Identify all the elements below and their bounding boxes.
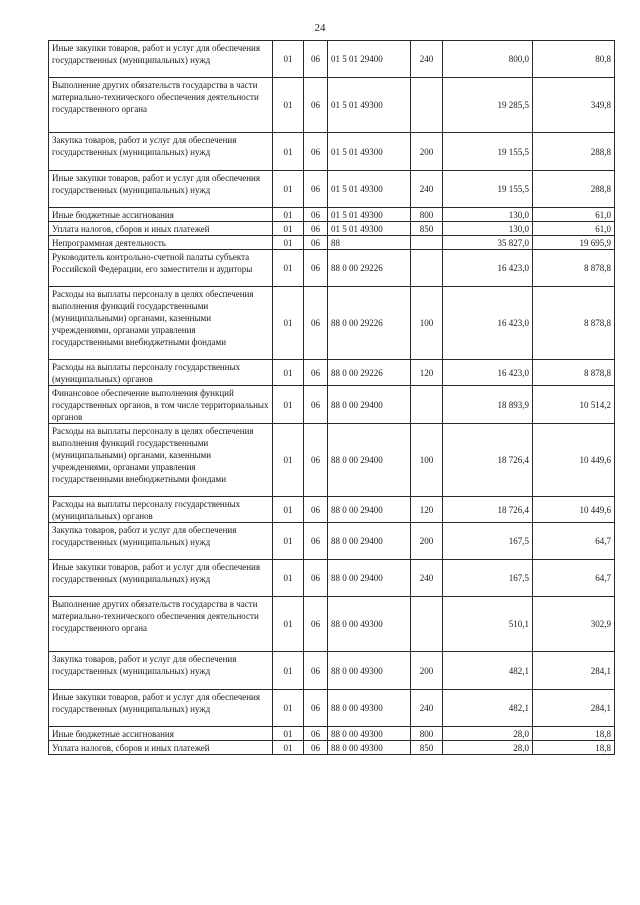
table-row xyxy=(49,523,615,560)
expense-type-code: 240 xyxy=(411,560,443,597)
section-code: 01 xyxy=(273,250,304,287)
subsection-code: 06 xyxy=(304,133,328,171)
section-code: 01 xyxy=(273,360,304,386)
amount-executed: 10 449,6 xyxy=(533,497,615,523)
item-name: Закупка товаров, работ и услуг для обеспечения государственных (муниципальных) нужд xyxy=(49,133,273,171)
table-row xyxy=(49,741,615,755)
subsection-code: 06 xyxy=(304,597,328,652)
amount-planned: 16 423,0 xyxy=(443,360,533,386)
amount-planned: 482,1 xyxy=(443,652,533,690)
table-row xyxy=(49,597,615,652)
amount-planned: 800,0 xyxy=(443,41,533,78)
table-row xyxy=(49,250,615,287)
item-name: Иные закупки товаров, работ и услуг для обеспечения государственных (муниципальных) нужд xyxy=(49,41,273,78)
expense-type-code: 200 xyxy=(411,133,443,171)
target-article-code: 88 0 00 49300 xyxy=(328,652,411,690)
amount-planned: 18 893,9 xyxy=(443,386,533,424)
table-row xyxy=(49,497,615,523)
amount-executed: 288,8 xyxy=(533,171,615,208)
item-name: Расходы на выплаты персоналу в целях обеспечения выполнения функций государственными (муниципальными) органами, казенными учреждениями, органами управления государственными внебюджетными фондами xyxy=(49,287,273,360)
table-row xyxy=(49,560,615,597)
amount-planned: 16 423,0 xyxy=(443,287,533,360)
subsection-code: 06 xyxy=(304,250,328,287)
subsection-code: 06 xyxy=(304,497,328,523)
item-name: Закупка товаров, работ и услуг для обеспечения государственных (муниципальных) нужд xyxy=(49,652,273,690)
amount-executed: 8 878,8 xyxy=(533,250,615,287)
subsection-code: 06 xyxy=(304,171,328,208)
section-code: 01 xyxy=(273,41,304,78)
target-article-code: 88 0 00 49300 xyxy=(328,597,411,652)
item-name: Непрограммная деятельность xyxy=(49,236,273,250)
target-article-code: 88 0 00 29226 xyxy=(328,287,411,360)
expense-type-code: 240 xyxy=(411,41,443,78)
amount-executed: 8 878,8 xyxy=(533,360,615,386)
section-code: 01 xyxy=(273,597,304,652)
table-row xyxy=(49,360,615,386)
item-name: Расходы на выплаты персоналу в целях обеспечения выполнения функций государственными (муниципальными) органами, казенными учреждениями, органами управления государственными внебюджетными фондами xyxy=(49,424,273,497)
amount-planned: 482,1 xyxy=(443,690,533,727)
amount-executed: 61,0 xyxy=(533,222,615,236)
section-code: 01 xyxy=(273,236,304,250)
item-name: Иные закупки товаров, работ и услуг для обеспечения государственных (муниципальных) нужд xyxy=(49,560,273,597)
target-article-code: 88 0 00 29400 xyxy=(328,523,411,560)
item-name: Иные бюджетные ассигнования xyxy=(49,208,273,222)
amount-planned: 167,5 xyxy=(443,523,533,560)
amount-planned: 28,0 xyxy=(443,727,533,741)
amount-executed: 284,1 xyxy=(533,690,615,727)
amount-executed: 8 878,8 xyxy=(533,287,615,360)
amount-executed: 64,7 xyxy=(533,560,615,597)
section-code: 01 xyxy=(273,727,304,741)
budget-table-body xyxy=(49,41,615,755)
amount-executed: 18,8 xyxy=(533,727,615,741)
expense-type-code: 120 xyxy=(411,497,443,523)
target-article-code: 88 0 00 29400 xyxy=(328,424,411,497)
section-code: 01 xyxy=(273,424,304,497)
subsection-code: 06 xyxy=(304,222,328,236)
section-code: 01 xyxy=(273,208,304,222)
amount-executed: 64,7 xyxy=(533,523,615,560)
amount-planned: 16 423,0 xyxy=(443,250,533,287)
item-name: Расходы на выплаты персоналу государственных (муниципальных) органов xyxy=(49,360,273,386)
table-row xyxy=(49,236,615,250)
amount-planned: 18 726,4 xyxy=(443,424,533,497)
subsection-code: 06 xyxy=(304,208,328,222)
amount-executed: 284,1 xyxy=(533,652,615,690)
expense-type-code: 200 xyxy=(411,652,443,690)
expense-type-code xyxy=(411,78,443,133)
target-article-code: 01 5 01 49300 xyxy=(328,171,411,208)
target-article-code: 88 0 00 29400 xyxy=(328,560,411,597)
target-article-code: 88 0 00 49300 xyxy=(328,690,411,727)
target-article-code: 88 0 00 49300 xyxy=(328,741,411,755)
expense-type-code xyxy=(411,250,443,287)
section-code: 01 xyxy=(273,222,304,236)
section-code: 01 xyxy=(273,741,304,755)
amount-executed: 80,8 xyxy=(533,41,615,78)
section-code: 01 xyxy=(273,497,304,523)
target-article-code: 01 5 01 29400 xyxy=(328,41,411,78)
amount-planned: 19 285,5 xyxy=(443,78,533,133)
section-code: 01 xyxy=(273,386,304,424)
table-row xyxy=(49,222,615,236)
item-name: Выполнение других обязательств государства в части материально-технического обеспечения деятельности государственного органа xyxy=(49,78,273,133)
subsection-code: 06 xyxy=(304,287,328,360)
subsection-code: 06 xyxy=(304,424,328,497)
table-row xyxy=(49,78,615,133)
budget-table xyxy=(48,40,615,755)
item-name: Руководитель контрольно-счетной палаты субъекта Российской Федерации, его заместители и аудиторы xyxy=(49,250,273,287)
item-name: Уплата налогов, сборов и иных платежей xyxy=(49,222,273,236)
expense-type-code: 240 xyxy=(411,690,443,727)
expense-type-code xyxy=(411,236,443,250)
target-article-code: 01 5 01 49300 xyxy=(328,133,411,171)
target-article-code: 01 5 01 49300 xyxy=(328,78,411,133)
subsection-code: 06 xyxy=(304,690,328,727)
subsection-code: 06 xyxy=(304,236,328,250)
table-row xyxy=(49,287,615,360)
expense-type-code: 850 xyxy=(411,741,443,755)
section-code: 01 xyxy=(273,171,304,208)
subsection-code: 06 xyxy=(304,727,328,741)
table-row xyxy=(49,652,615,690)
amount-executed: 349,8 xyxy=(533,78,615,133)
amount-executed: 10 514,2 xyxy=(533,386,615,424)
expense-type-code: 850 xyxy=(411,222,443,236)
target-article-code: 88 0 00 29226 xyxy=(328,250,411,287)
amount-planned: 19 155,5 xyxy=(443,133,533,171)
subsection-code: 06 xyxy=(304,386,328,424)
expense-type-code: 240 xyxy=(411,171,443,208)
table-row xyxy=(49,386,615,424)
amount-planned: 35 827,0 xyxy=(443,236,533,250)
subsection-code: 06 xyxy=(304,78,328,133)
expense-type-code xyxy=(411,386,443,424)
section-code: 01 xyxy=(273,652,304,690)
table-row xyxy=(49,424,615,497)
item-name: Иные бюджетные ассигнования xyxy=(49,727,273,741)
target-article-code: 88 0 00 29400 xyxy=(328,386,411,424)
amount-executed: 19 695,9 xyxy=(533,236,615,250)
amount-planned: 510,1 xyxy=(443,597,533,652)
section-code: 01 xyxy=(273,133,304,171)
amount-executed: 302,9 xyxy=(533,597,615,652)
subsection-code: 06 xyxy=(304,741,328,755)
table-row xyxy=(49,133,615,171)
amount-planned: 28,0 xyxy=(443,741,533,755)
item-name: Уплата налогов, сборов и иных платежей xyxy=(49,741,273,755)
subsection-code: 06 xyxy=(304,41,328,78)
expense-type-code xyxy=(411,597,443,652)
expense-type-code: 800 xyxy=(411,727,443,741)
target-article-code: 01 5 01 49300 xyxy=(328,208,411,222)
expense-type-code: 100 xyxy=(411,287,443,360)
table-row xyxy=(49,171,615,208)
target-article-code: 01 5 01 49300 xyxy=(328,222,411,236)
section-code: 01 xyxy=(273,690,304,727)
item-name: Иные закупки товаров, работ и услуг для обеспечения государственных (муниципальных) нужд xyxy=(49,171,273,208)
table-row xyxy=(49,41,615,78)
subsection-code: 06 xyxy=(304,523,328,560)
item-name: Иные закупки товаров, работ и услуг для обеспечения государственных (муниципальных) нужд xyxy=(49,690,273,727)
item-name: Закупка товаров, работ и услуг для обеспечения государственных (муниципальных) нужд xyxy=(49,523,273,560)
amount-planned: 130,0 xyxy=(443,208,533,222)
page-number: 24 xyxy=(314,22,326,34)
subsection-code: 06 xyxy=(304,360,328,386)
amount-executed: 18,8 xyxy=(533,741,615,755)
amount-planned: 167,5 xyxy=(443,560,533,597)
subsection-code: 06 xyxy=(304,560,328,597)
section-code: 01 xyxy=(273,78,304,133)
expense-type-code: 200 xyxy=(411,523,443,560)
section-code: 01 xyxy=(273,560,304,597)
section-code: 01 xyxy=(273,287,304,360)
amount-executed: 10 449,6 xyxy=(533,424,615,497)
target-article-code: 88 0 00 29226 xyxy=(328,360,411,386)
item-name: Расходы на выплаты персоналу государственных (муниципальных) органов xyxy=(49,497,273,523)
amount-executed: 288,8 xyxy=(533,133,615,171)
amount-planned: 130,0 xyxy=(443,222,533,236)
table-row xyxy=(49,208,615,222)
amount-planned: 18 726,4 xyxy=(443,497,533,523)
subsection-code: 06 xyxy=(304,652,328,690)
target-article-code: 88 xyxy=(328,236,411,250)
amount-planned: 19 155,5 xyxy=(443,171,533,208)
expense-type-code: 100 xyxy=(411,424,443,497)
target-article-code: 88 0 00 29400 xyxy=(328,497,411,523)
target-article-code: 88 0 00 49300 xyxy=(328,727,411,741)
expense-type-code: 800 xyxy=(411,208,443,222)
item-name: Финансовое обеспечение выполнения функций государственных органов, в том числе территориальных органов xyxy=(49,386,273,424)
section-code: 01 xyxy=(273,523,304,560)
amount-executed: 61,0 xyxy=(533,208,615,222)
table-row xyxy=(49,727,615,741)
expense-type-code: 120 xyxy=(411,360,443,386)
item-name: Выполнение других обязательств государства в части материально-технического обеспечения деятельности государственного органа xyxy=(49,597,273,652)
table-row xyxy=(49,690,615,727)
